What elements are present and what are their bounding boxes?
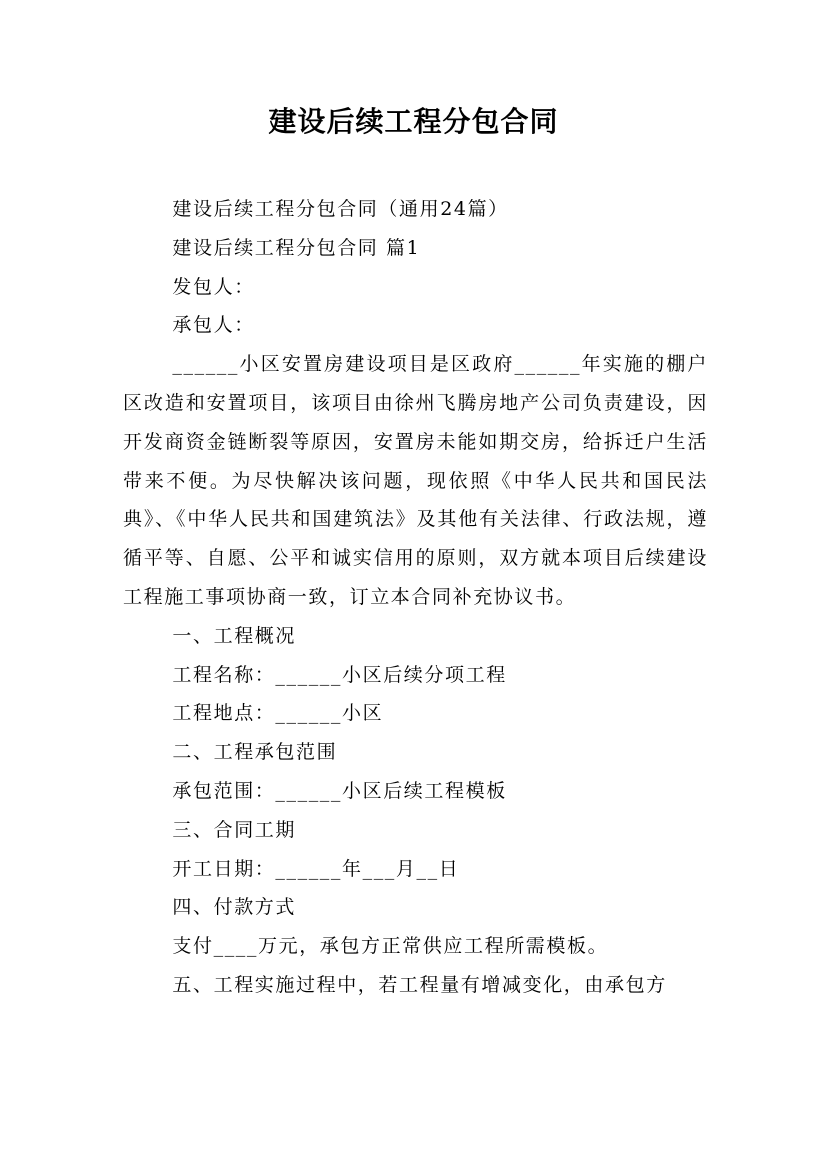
paragraph-section-heading: 建设后续工程分包合同 篇1	[172, 236, 421, 259]
paragraph-payment-heading: 四、付款方式	[172, 896, 296, 919]
paragraph-doc-heading: 建设后续工程分包合同（通用24篇）	[172, 198, 509, 220]
paragraph-payment: 支付____万元，承包方正常供应工程所需模板。	[172, 935, 609, 958]
paragraph-employer: 发包人：	[172, 275, 255, 298]
document-body	[123, 190, 708, 1005]
paragraph-item-five: 五、工程实施过程中，若工程量有增减变化，由承包方	[172, 973, 667, 996]
document-title: 建设后续工程分包合同	[268, 105, 559, 138]
paragraph-start-date: 开工日期：______年___月__日	[172, 857, 460, 880]
paragraph-scope-heading: 二、工程承包范围	[172, 741, 338, 764]
paragraph-scope: 承包范围：______小区后续工程模板	[172, 779, 507, 802]
paragraph-background: ______小区安置房建设项目是区政府______年实施的棚户区改造和安置项目，该项目由徐州飞腾房地产公司负责建设，因开发商资金链断裂等原因，安置房未能如期交房，给拆迁户生活带来不便。为尽快解决该问题，现依照《中华人民共和国民法典》、《中华人民共和国建筑法》及其他有关法律、行政法规，遵循平等、自愿、公平和诚实信用的原则，双方就本项目后续建设工程施工事项协商一致，订立本合同补充协议书。	[123, 353, 708, 608]
paragraph-project-location: 工程地点：______小区	[172, 702, 384, 725]
paragraph-contractor: 承包人：	[172, 314, 255, 337]
paragraph-project-overview-heading: 一、工程概况	[172, 624, 296, 647]
paragraph-duration-heading: 三、合同工期	[172, 818, 296, 841]
paragraph-project-name: 工程名称：______小区后续分项工程	[172, 663, 507, 686]
